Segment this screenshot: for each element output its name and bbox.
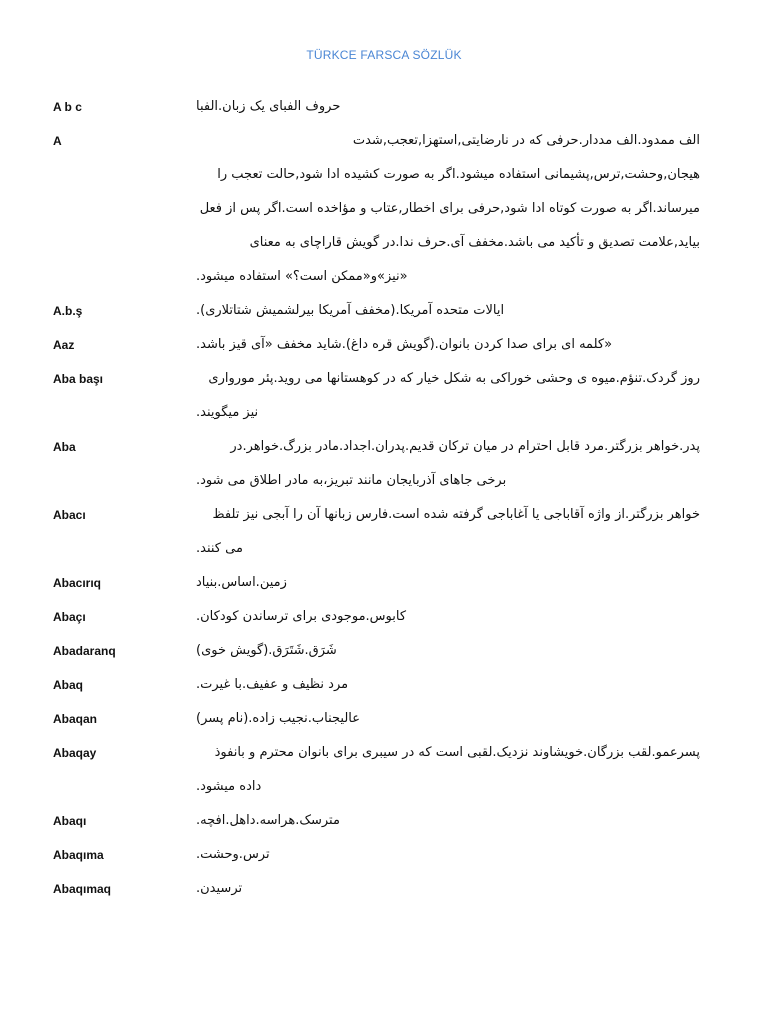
dictionary-entry (0, 872, 768, 906)
definition-line: حروف الفبای یک زبان.الفبا (196, 99, 341, 114)
dictionary-entry (0, 362, 768, 430)
entry-term: Abaqan (53, 712, 98, 726)
definition-line: ترسیدن. (196, 881, 243, 896)
dictionary-entry (0, 702, 768, 736)
entry-definition (196, 566, 700, 600)
definition-line: می کنند. (196, 541, 243, 556)
dictionary-entry (0, 600, 768, 634)
dictionary-entry (0, 838, 768, 872)
entry-definition (196, 362, 700, 430)
entry-definition (196, 124, 700, 294)
entry-term: A (53, 134, 62, 148)
dictionary-entry (0, 668, 768, 702)
entry-term: Abacı (53, 508, 86, 522)
dictionary-entries (0, 90, 768, 906)
entry-term: Abadaranq (53, 644, 116, 658)
entry-definition (196, 804, 700, 838)
definition-line: مترسک.هراسه.داهل.افچه. (196, 813, 340, 828)
entry-definition (196, 702, 700, 736)
entry-term: Aaz (53, 338, 75, 352)
definition-line: پسرعمو.لقب بزرگان.خویشاوند نزدیک.لقبی است که در سیبری برای بانوان محترم و بانفوذ (214, 745, 700, 760)
entry-definition (196, 430, 700, 498)
entry-definition (196, 90, 700, 124)
entry-definition (196, 634, 700, 668)
entry-definition (196, 294, 700, 328)
entry-definition (196, 600, 700, 634)
entry-term: Abaq (53, 678, 83, 692)
dictionary-entry (0, 804, 768, 838)
entry-term: Abaqımaq (53, 882, 112, 896)
definition-line: الف ممدود.الف مددار.حرفی که در نارضایتی,استهزا,تعجب,شدت (352, 133, 700, 148)
definition-line: داده میشود. (196, 779, 262, 794)
definition-line: برخی جاهای آذربایجان مانند تبریز،به مادر اطلاق می شود. (196, 473, 507, 488)
definition-line: هیجان,وحشت,ترس,پشیمانی استفاده میشود.اگر به صورت کشیده ادا شود,حالت تعجب را (217, 167, 700, 182)
definition-line: ایالات متحده آمریکا.(مخفف آمریکا بیرلشمیش شتاتلاری). (196, 303, 505, 318)
definition-line: عالیجناب.نجیب زاده.(نام پسر) (196, 711, 360, 726)
definition-line: زمین.اساس.بنیاد (196, 575, 287, 590)
entry-definition (196, 838, 700, 872)
definition-line: پدر.خواهر بزرگتر.مرد قابل احترام در میان ترکان قدیم.پدران.اجداد.مادر بزرگ.خواهر.در (230, 439, 700, 454)
entry-definition (196, 498, 700, 566)
definition-line: شَرَق.شَتَرَق.(گویش خوی) (196, 643, 337, 658)
entry-term: Abaqıma (53, 848, 104, 862)
entry-definition (196, 736, 700, 804)
definition-line: مرد نظیف و عفیف.با غیرت. (196, 677, 349, 692)
definition-line: کابوس.موجودی برای ترساندن کودکان. (196, 609, 407, 624)
dictionary-entry (0, 498, 768, 566)
dictionary-entry (0, 634, 768, 668)
definition-line: نیز میگویند. (196, 405, 259, 420)
entry-definition (196, 872, 700, 906)
definition-line: ترس.وحشت. (196, 847, 270, 862)
entry-term: Abaçı (53, 610, 86, 624)
dictionary-entry (0, 294, 768, 328)
entry-term: A.b.ş (53, 304, 83, 318)
definition-line: میرساند.اگر به صورت کوتاه ادا شود,حرفی برای اخطار,عتاب و مؤاخده است.اگر پس از فعل (199, 201, 700, 216)
entry-term: Aba başı (53, 372, 104, 386)
entry-term: Abaqay (53, 746, 97, 760)
definition-line: خواهر بزرگتر.از واژه آقاباجی یا آغاباجی گرفته شده است.فارس زبانها آن را آبجی نیز تلفظ (212, 507, 700, 522)
dictionary-entry (0, 328, 768, 362)
entry-term: A b c (53, 100, 82, 114)
dictionary-entry (0, 566, 768, 600)
dictionary-entry (0, 124, 768, 294)
page-title: TÜRKCE FARSCA SÖZLÜK (306, 48, 462, 62)
definition-line: روز گردک.تنؤم.میوه ی وحشی خوراکی به شکل خیار که در کوهستانها می روید.پئر مورواری (208, 371, 700, 386)
definition-line: «کلمه ای برای صدا کردن بانوان.(گویش قره داغ).شاید مخفف «آی قیز باشد. (196, 337, 613, 352)
dictionary-entry (0, 736, 768, 804)
dictionary-entry (0, 430, 768, 498)
entry-term: Aba (53, 440, 76, 454)
entry-definition (196, 328, 700, 362)
entry-definition (196, 668, 700, 702)
definition-line: بیاید,علامت تصدیق و تأکید می باشد.مخفف آی.حرف ندا.در گویش قاراچای به معنای (249, 235, 700, 250)
definition-line: «نیز»و«ممکن است؟» استفاده میشود. (196, 269, 408, 284)
dictionary-entry (0, 90, 768, 124)
entry-term: Abacırıq (53, 576, 102, 590)
entry-term: Abaqı (53, 814, 87, 828)
